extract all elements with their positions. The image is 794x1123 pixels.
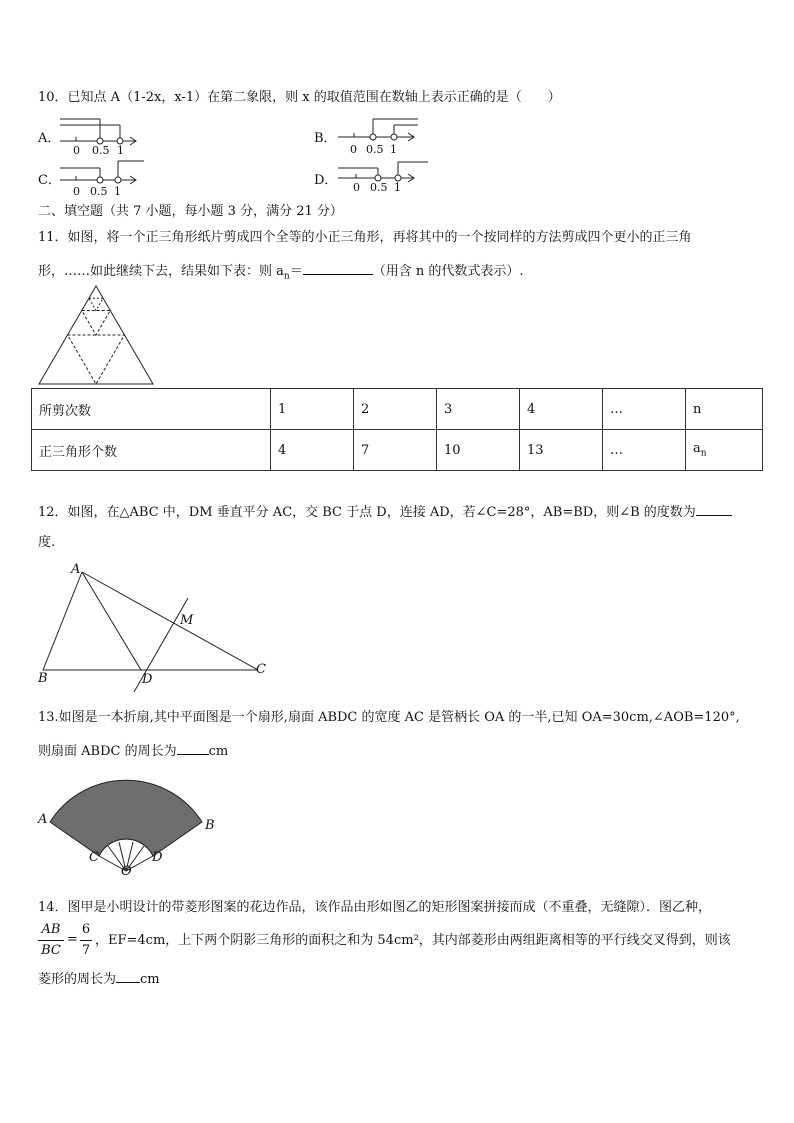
table-cell: 所剪次数 [32, 389, 271, 430]
option-d-tick-05: 0.5 [370, 181, 388, 194]
q12-label-a: A [71, 562, 81, 577]
a-subscript: n [700, 448, 707, 459]
q11-triangle-figure [36, 284, 156, 386]
q12-label-d: D [142, 672, 153, 687]
q13-unit: cm [208, 744, 229, 759]
q14-unit: cm [140, 972, 160, 987]
option-c-tick-1: 1 [114, 185, 121, 198]
table-cell: … [603, 389, 686, 430]
q14-frac-num: AB [41, 922, 61, 937]
option-a-tick-0: 0 [73, 144, 80, 157]
q11-answer-blank[interactable] [303, 262, 373, 275]
table-cell: 10 [437, 430, 520, 471]
q14-frac-bar [38, 940, 64, 941]
q12-answer-blank[interactable] [696, 503, 732, 516]
option-d-tick-1: 1 [394, 181, 401, 194]
option-a-tick-05: 0.5 [92, 144, 110, 157]
table-cell: 13 [520, 430, 603, 471]
q13-label-o: O [121, 864, 132, 879]
table-row [32, 389, 763, 430]
a-symbol: a [693, 441, 701, 457]
q12-label-c: C [256, 662, 266, 677]
q11-line2-text: 形，……如此继续下去，结果如下表：则 a [38, 264, 284, 279]
q13-answer-blank[interactable] [177, 742, 209, 755]
table-cell: n [686, 389, 763, 430]
table-row [32, 430, 763, 471]
q12-triangle-figure [36, 562, 276, 692]
section-title: 二、填空题（共 7 小题，每小题 3 分，满分 21 分） [38, 204, 343, 219]
option-c-tick-05: 0.5 [90, 185, 108, 198]
q14-frac-den: BC [41, 943, 61, 958]
q14-text: 菱形的周长为 [38, 972, 117, 987]
q14-line1: 14．图甲是小明设计的带菱形图案的花边作品，该作品由形如图乙的矩形图案拼接而成（不重叠，无缝隙）．图乙种， [38, 900, 712, 915]
table-cell: … [603, 430, 686, 471]
option-d-label: D． [314, 173, 338, 188]
table-cell [686, 430, 763, 471]
q12-label-b: B [38, 671, 48, 686]
table-cell: 2 [354, 389, 437, 430]
q13-line2 [38, 742, 228, 760]
q13-label-c: C [89, 850, 99, 865]
option-c-label: C． [38, 173, 61, 188]
table-cell: 4 [271, 430, 354, 471]
option-b-label: B． [314, 131, 337, 146]
q14-line2: ，EF=4cm，上下两个阴影三角形的面积之和为 54cm²，其内部菱形由两组距离相等的平行线交叉得到，则该 [95, 933, 731, 948]
q12-line2: 度. [38, 535, 56, 550]
q11-line2-tail: （用含 n 的代数式表示）. [372, 264, 524, 279]
table-cell: 1 [271, 389, 354, 430]
option-a-label: A． [38, 131, 61, 146]
q13-line1: 13.如图是一本折扇,其中平面图是一个扇形,扇面 ABDC 的宽度 AC 是管柄长 OA 的一半,已知 OA=30cm,∠AOB=120°, [38, 710, 740, 725]
q11-equals: ＝ [289, 264, 303, 279]
q11-subscript: n [283, 271, 290, 282]
option-a-tick-1: 1 [117, 144, 124, 157]
option-c-tick-0: 0 [73, 185, 80, 198]
option-b-tick-0: 0 [350, 143, 357, 156]
q13-label-a: A [38, 812, 48, 827]
q13-text: 则扇面 ABDC 的周长为 [38, 744, 177, 759]
q14-answer-blank[interactable] [116, 970, 140, 983]
option-d-tick-0: 0 [353, 181, 360, 194]
q12-label-m: M [180, 613, 194, 628]
q11-line2 [38, 262, 523, 285]
q14-val-bar [80, 940, 92, 941]
table-cell: 正三角形个数 [32, 430, 271, 471]
q10-stem: 10．已知点 A（1-2x，x-1）在第二象限，则 x 的取值范围在数轴上表示正确的是（ ） [38, 90, 561, 105]
q13-label-b: B [205, 818, 215, 833]
q12-line1 [38, 503, 732, 521]
q12-text: 12．如图，在△ABC 中，DM 垂直平分 AC，交 BC 于点 D，连接 AD，若∠C=28°，AB=BD，则∠B 的度数为 [38, 505, 696, 520]
option-b-tick-05: 0.5 [366, 143, 384, 156]
option-b-tick-1: 1 [390, 143, 397, 156]
q14-equals: = [67, 932, 78, 947]
table-cell: 4 [520, 389, 603, 430]
table-cell: 3 [437, 389, 520, 430]
q14-line3 [38, 970, 160, 988]
q11-line1: 11．如图，将一个正三角形纸片剪成四个全等的小正三角形，再将其中的一个按同样的方法剪成四个更小的正三角 [38, 230, 692, 245]
table-cell: 7 [354, 430, 437, 471]
q13-label-d: D [152, 850, 163, 865]
q11-table [31, 388, 763, 471]
q14-val-num: 6 [81, 922, 91, 937]
q14-val-den: 7 [81, 943, 91, 958]
